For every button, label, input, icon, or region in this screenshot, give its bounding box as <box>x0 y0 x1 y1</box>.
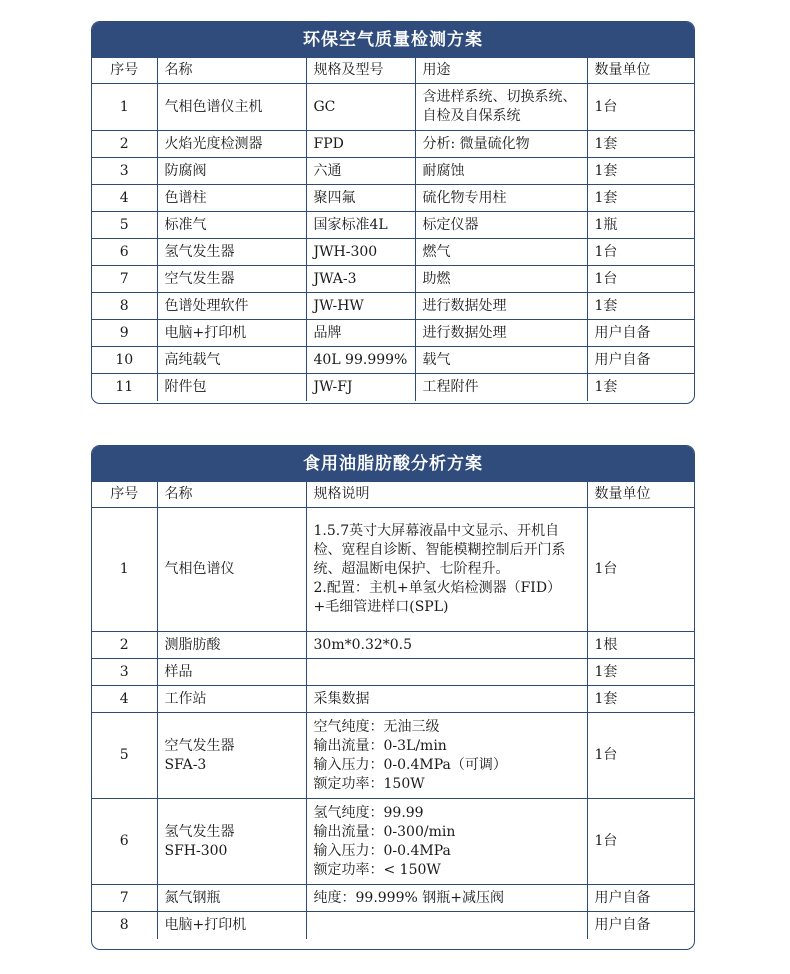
table-cell: 气相色谱仪 <box>157 508 306 632</box>
table-cell: 空气发生器 <box>157 266 306 293</box>
oil-fatty-acid-title: 食用油脂肪酸分析方案 <box>92 446 694 482</box>
table-cell: 1根 <box>587 632 694 659</box>
header-cell: 名称 <box>157 58 306 84</box>
table-cell: 附件包 <box>157 374 306 401</box>
table-cell: 纯度：99.999% 钢瓶+减压阀 <box>306 885 587 912</box>
table-cell: 测脂肪酸 <box>157 632 306 659</box>
table-cell: 进行数据处理 <box>415 293 587 320</box>
table-cell: 5 <box>92 212 157 239</box>
table-cell: 1套 <box>587 659 694 686</box>
table-cell: 1台 <box>587 713 694 799</box>
table-row <box>92 212 694 239</box>
table-cell: 工程附件 <box>415 374 587 401</box>
table-row <box>92 885 694 912</box>
header-cell: 数量单位 <box>587 482 694 508</box>
table-cell: 3 <box>92 158 157 185</box>
table-cell: 气相色谱仪主机 <box>157 84 306 131</box>
table-cell: JW-FJ <box>306 374 415 401</box>
table-cell: 1 <box>92 508 157 632</box>
table-cell: 氢气发生器 <box>157 239 306 266</box>
table-cell: 空气发生器 SFA-3 <box>157 713 306 799</box>
header-cell: 用途 <box>415 58 587 84</box>
table-cell: 1台 <box>587 84 694 131</box>
table-cell: 氮气钢瓶 <box>157 885 306 912</box>
table-cell: 工作站 <box>157 686 306 713</box>
table-cell: JWH-300 <box>306 239 415 266</box>
table-cell: 氢气发生器 SFH-300 <box>157 799 306 885</box>
table-cell: JWA-3 <box>306 266 415 293</box>
table-cell: 助燃 <box>415 266 587 293</box>
table-cell: 色谱柱 <box>157 185 306 212</box>
table-cell: 4 <box>92 686 157 713</box>
oil-fatty-acid-table <box>92 482 694 939</box>
table-cell: 高纯载气 <box>157 347 306 374</box>
table-cell: 2 <box>92 131 157 158</box>
table-row <box>92 799 694 885</box>
table-cell: 1台 <box>587 508 694 632</box>
air-quality-title: 环保空气质量检测方案 <box>92 22 694 58</box>
table-header-row <box>92 58 694 84</box>
table-cell: 1瓶 <box>587 212 694 239</box>
table-cell: 1套 <box>587 374 694 401</box>
table-cell: 硫化物专用柱 <box>415 185 587 212</box>
table-row <box>92 293 694 320</box>
table-cell <box>306 912 587 939</box>
table-cell: 3 <box>92 659 157 686</box>
table-cell: GC <box>306 84 415 131</box>
table-cell: 11 <box>92 374 157 401</box>
table-cell: 采集数据 <box>306 686 587 713</box>
header-cell: 规格及型号 <box>306 58 415 84</box>
table-cell: 1台 <box>587 239 694 266</box>
table-cell: 防腐阀 <box>157 158 306 185</box>
table-cell: 5 <box>92 713 157 799</box>
table-row <box>92 912 694 939</box>
table-row <box>92 347 694 374</box>
table-cell: 1套 <box>587 158 694 185</box>
table-cell: 1台 <box>587 266 694 293</box>
table-cell: 载气 <box>415 347 587 374</box>
table-cell: 氢气纯度：99.99 输出流量：0-300/min 输入压力：0-0.4MPa 额定功率：< 150W <box>306 799 587 885</box>
table-cell: 40L 99.999% <box>306 347 415 374</box>
table-cell: 1套 <box>587 131 694 158</box>
table-cell: 六通 <box>306 158 415 185</box>
table-cell: 6 <box>92 799 157 885</box>
table-cell: 空气纯度：无油三级 输出流量：0-3L/min 输入压力：0-0.4MPa（可调） 额定功率：150W <box>306 713 587 799</box>
table-cell: 标准气 <box>157 212 306 239</box>
table-cell: 用户自备 <box>587 347 694 374</box>
table-cell: 品牌 <box>306 320 415 347</box>
table-cell: 火焰光度检测器 <box>157 131 306 158</box>
table-cell: 10 <box>92 347 157 374</box>
table-cell: 6 <box>92 239 157 266</box>
table-cell: 1.5.7英寸大屏幕液晶中文显示、开机自检、宽程自诊断、智能模糊控制后开门系统、超温断电保护、七阶程升。 2.配置：主机+单氢火焰检测器（FID）+毛细管进样口(SPL) <box>306 508 587 632</box>
table-cell: 用户自备 <box>587 320 694 347</box>
table-cell: 分析: 微量硫化物 <box>415 131 587 158</box>
table-cell: 8 <box>92 912 157 939</box>
table-cell: 国家标准4L <box>306 212 415 239</box>
table-cell: 耐腐蚀 <box>415 158 587 185</box>
air-quality-panel <box>91 21 695 404</box>
table-cell: 色谱处理软件 <box>157 293 306 320</box>
table-cell: 用户自备 <box>587 912 694 939</box>
air-quality-table <box>92 58 694 401</box>
table-row <box>92 713 694 799</box>
table-cell: 用户自备 <box>587 885 694 912</box>
table-cell: 2 <box>92 632 157 659</box>
table-cell: JW-HW <box>306 293 415 320</box>
table-cell: 电脑+打印机 <box>157 912 306 939</box>
table-cell: 1台 <box>587 799 694 885</box>
table-cell <box>306 659 587 686</box>
table-cell: 1套 <box>587 293 694 320</box>
table-cell: 电脑+打印机 <box>157 320 306 347</box>
table-row <box>92 185 694 212</box>
table-row <box>92 374 694 401</box>
table-cell: 燃气 <box>415 239 587 266</box>
table-row <box>92 686 694 713</box>
table-cell: 7 <box>92 266 157 293</box>
table-cell: 样品 <box>157 659 306 686</box>
table-row <box>92 131 694 158</box>
header-cell: 数量单位 <box>587 58 694 84</box>
oil-fatty-acid-panel <box>91 445 695 950</box>
table-cell: 含进样系统、切换系统、自检及自保系统 <box>415 84 587 131</box>
table-cell: 8 <box>92 293 157 320</box>
table-cell: 4 <box>92 185 157 212</box>
table-row <box>92 659 694 686</box>
table-row <box>92 84 694 131</box>
table-header-row <box>92 482 694 508</box>
header-cell: 序号 <box>92 482 157 508</box>
table-row <box>92 266 694 293</box>
table-cell: FPD <box>306 131 415 158</box>
table-cell: 聚四氟 <box>306 185 415 212</box>
table-cell: 30m*0.32*0.5 <box>306 632 587 659</box>
header-cell: 规格说明 <box>306 482 587 508</box>
table-cell: 1套 <box>587 185 694 212</box>
table-cell: 1 <box>92 84 157 131</box>
table-row <box>92 158 694 185</box>
table-row <box>92 239 694 266</box>
table-cell: 9 <box>92 320 157 347</box>
table-row <box>92 320 694 347</box>
table-row <box>92 632 694 659</box>
table-cell: 标定仪器 <box>415 212 587 239</box>
table-cell: 进行数据处理 <box>415 320 587 347</box>
header-cell: 序号 <box>92 58 157 84</box>
table-row <box>92 508 694 632</box>
table-cell: 7 <box>92 885 157 912</box>
table-cell: 1套 <box>587 686 694 713</box>
header-cell: 名称 <box>157 482 306 508</box>
